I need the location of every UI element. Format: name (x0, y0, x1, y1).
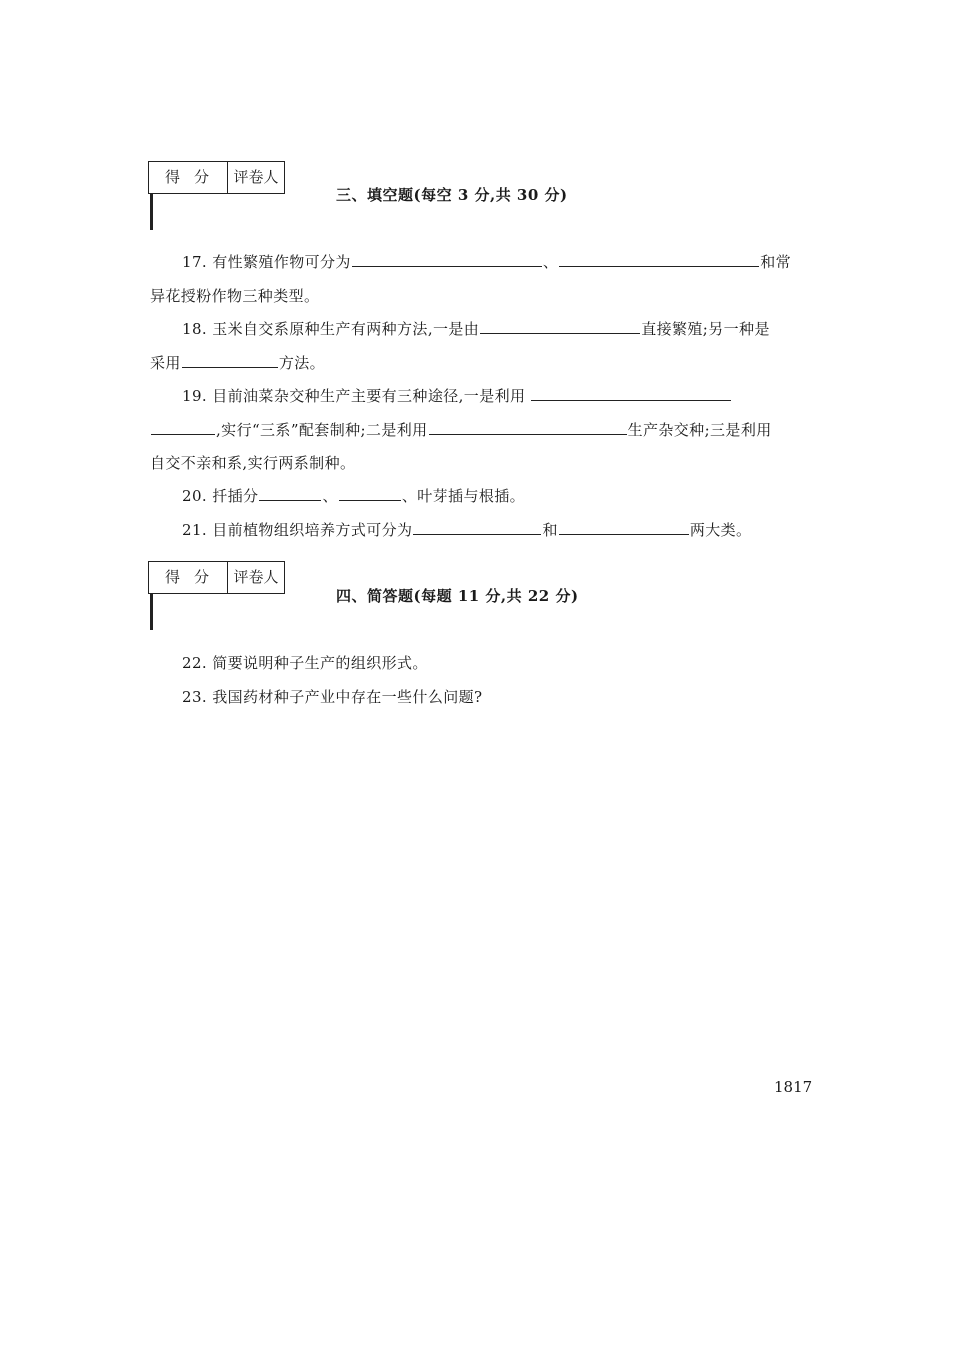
q17-end: 和常 (760, 253, 792, 271)
reviewer-cell[interactable] (151, 195, 152, 230)
q17-blank-1[interactable] (352, 252, 542, 267)
q18-blank-2[interactable] (182, 353, 278, 368)
q19-line2 (150, 419, 772, 440)
q19-line3: 自交不亲和系,实行两系制种。 (150, 454, 356, 472)
q19-line1 (182, 385, 732, 406)
q19-line2-mid: ,实行“三系”配套制种;二是利用 (216, 421, 428, 439)
q21-blank-2[interactable] (559, 520, 689, 535)
q19-blank-1a[interactable] (531, 386, 731, 401)
q21-mid: 和 (542, 521, 558, 539)
q21-end: 两大类。 (689, 521, 752, 539)
q19-text: 19. 目前油菜杂交种生产主要有三种途径,一是利用 (182, 387, 526, 405)
q20-blank-2[interactable] (339, 486, 401, 501)
score-label: 得分 (149, 562, 228, 594)
q19-blank-1b[interactable] (151, 420, 215, 435)
q21-line (182, 519, 751, 540)
q18-line1 (182, 318, 770, 339)
q20-text: 20. 扦插分 (182, 487, 259, 505)
q18-text: 18. 玉米自交系原种生产有两种方法,一是由 (182, 320, 480, 338)
section3-title: 三、填空题(每空 3 分,共 30 分) (336, 186, 568, 204)
q20-blank-1[interactable] (259, 486, 321, 501)
q18-line2 (150, 352, 325, 373)
q20-sep: 、 (322, 487, 338, 505)
reviewer-label: 评卷人 (228, 562, 285, 594)
section4-title: 四、简答题(每题 11 分,共 22 分) (336, 587, 579, 605)
q17-text: 17. 有性繁殖作物可分为 (182, 253, 351, 271)
reviewer-label: 评卷人 (228, 162, 285, 194)
q21-text: 21. 目前植物组织培养方式可分为 (182, 521, 413, 539)
q17-sep: 、 (542, 253, 559, 271)
q18-line2-end: 方法。 (278, 354, 326, 372)
q20-line (182, 485, 525, 506)
q18-blank-1[interactable] (480, 319, 640, 334)
q22-line: 22. 简要说明种子生产的组织形式。 (182, 654, 428, 672)
q17-line1 (182, 251, 791, 272)
q21-blank-1[interactable] (413, 520, 541, 535)
q19-line2-end: 生产杂交种;三是利用 (627, 421, 772, 439)
score-box-section3 (148, 161, 285, 213)
q18-end: 直接繁殖;另一种是 (641, 320, 770, 338)
q20-end: 、叶芽插与根插。 (401, 487, 526, 505)
score-label: 得分 (149, 162, 228, 194)
reviewer-cell[interactable] (151, 595, 152, 630)
score-box-section4 (148, 561, 285, 613)
q18-line2-start: 采用 (150, 354, 181, 372)
q17-blank-2[interactable] (559, 252, 759, 267)
q19-blank-2[interactable] (429, 420, 627, 435)
q17-line2: 异花授粉作物三种类型。 (150, 287, 320, 305)
page-number: 1817 (774, 1078, 813, 1096)
q23-line: 23. 我国药材种子产业中存在一些什么问题? (182, 688, 483, 706)
